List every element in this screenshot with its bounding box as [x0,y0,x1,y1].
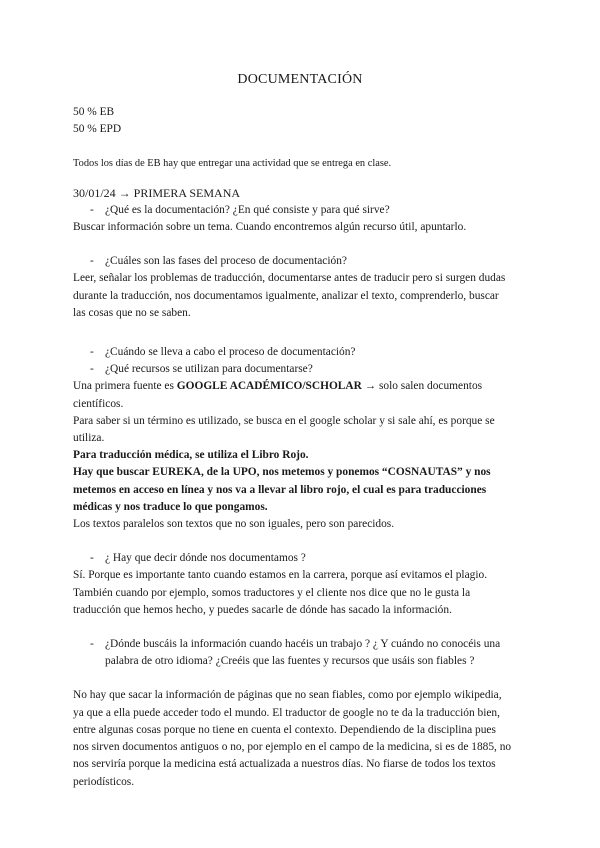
question-2 [73,253,513,270]
google-scholar-label: GOOGLE ACADÉMICO/SCHOLAR [176,380,362,393]
answer-6: No hay que sacar la información de páginas que no sean fiables, como por ejemplo wikipedia, ya que a ella puede acceder todo el mundo. El traductor de google no te da la traducción bien, entre algunas cosas porque no tiene en cuenta el contexto. Dependiendo de la disciplina pues nos sirven documentos antiguos o no, por ejemplo en el campo de la medicina, si es de 1885, no nos serviría porque la medicina está actualizada a nuestros días. No fiarse de todos los textos periodísticos. [73,689,512,788]
bullet-dash: - [90,346,94,359]
question-3 [73,344,513,361]
answer-4-source [73,378,513,412]
answer-4-eureka: Hay que buscar EUREKA, de la UPO, nos metemos y ponemos “COSNAUTAS” y nos metemos en acceso en línea y nos va a llevar al libro rojo, el cual es para traducciones médicas y nos traduce lo que pongamos. [73,466,491,513]
question-6 [73,636,513,670]
bullet-dash: - [90,363,94,376]
question-4-text: ¿Qué recursos se utilizan para documentarse? [105,363,313,376]
answer-4-libro-rojo: Para traducción médica, se utiliza el Libro Rojo. [73,449,309,462]
grading-epd: 50 % EPD [73,123,122,136]
document-body [73,104,513,791]
answer-4-post: → solo salen documentos científicos. [73,380,483,410]
question-6-text: ¿Dónde buscáis la información cuando hacéis un trabajo ? ¿ Y cuándo no conocéis una palabra de otro idioma? ¿Creéis que las fuentes y recursos que usáis son fiables ? [105,638,501,668]
bullet-dash: - [90,638,94,651]
question-5-text: ¿ Hay que decir dónde nos documentamos ? [105,552,306,565]
question-1 [73,202,513,219]
answer-1: Buscar información sobre un tema. Cuando encontremos algún recurso útil, apuntarlo. [73,221,467,234]
delivery-note: Todos los días de EB hay que entregar una actividad que se entrega en clase. [73,158,392,170]
answer-2: Leer, señalar los problemas de traducción, documentarse antes de traducir pero si surgen dudas durante la traducción, nos documentamos igualmente, analizar el texto, comprenderlo, buscar las cosas que no se saben. [73,272,506,319]
answer-4-pre: Una primera fuente es [73,380,177,393]
answer-4-paralelos: Los textos paralelos son textos que no son iguales, pero son parecidos. [73,518,395,531]
question-5 [73,550,513,567]
bullet-dash: - [90,203,94,216]
answer-4-scholar: Para saber si un término es utilizado, se busca en el google scholar y si sale ahí, es porque se utiliza. [73,414,495,445]
document-title: DOCUMENTACIÓN [237,72,363,87]
question-3-text: ¿Cuándo se lleva a cabo el proceso de documentación? [105,346,356,359]
bullet-dash: - [90,255,94,268]
section-heading: 30/01/24 → PRIMERA SEMANA [73,185,241,200]
grading-eb: 50 % EB [73,106,115,118]
answer-5: Sí. Porque es importante tanto cuando estamos en la carrera, porque así evitamos el plagio. También cuando por ejemplo, somos traductores y el cliente nos dice que no le gusta la traducción que hemos hecho, y puedes sacarle de dónde has sacado la información. [73,569,488,616]
question-4 [73,361,513,378]
question-1-text: ¿Qué es la documentación? ¿En qué consiste y para qué sirve? [105,203,390,216]
bullet-dash: - [90,552,94,565]
question-2-text: ¿Cuáles son las fases del proceso de documentación? [105,255,347,268]
